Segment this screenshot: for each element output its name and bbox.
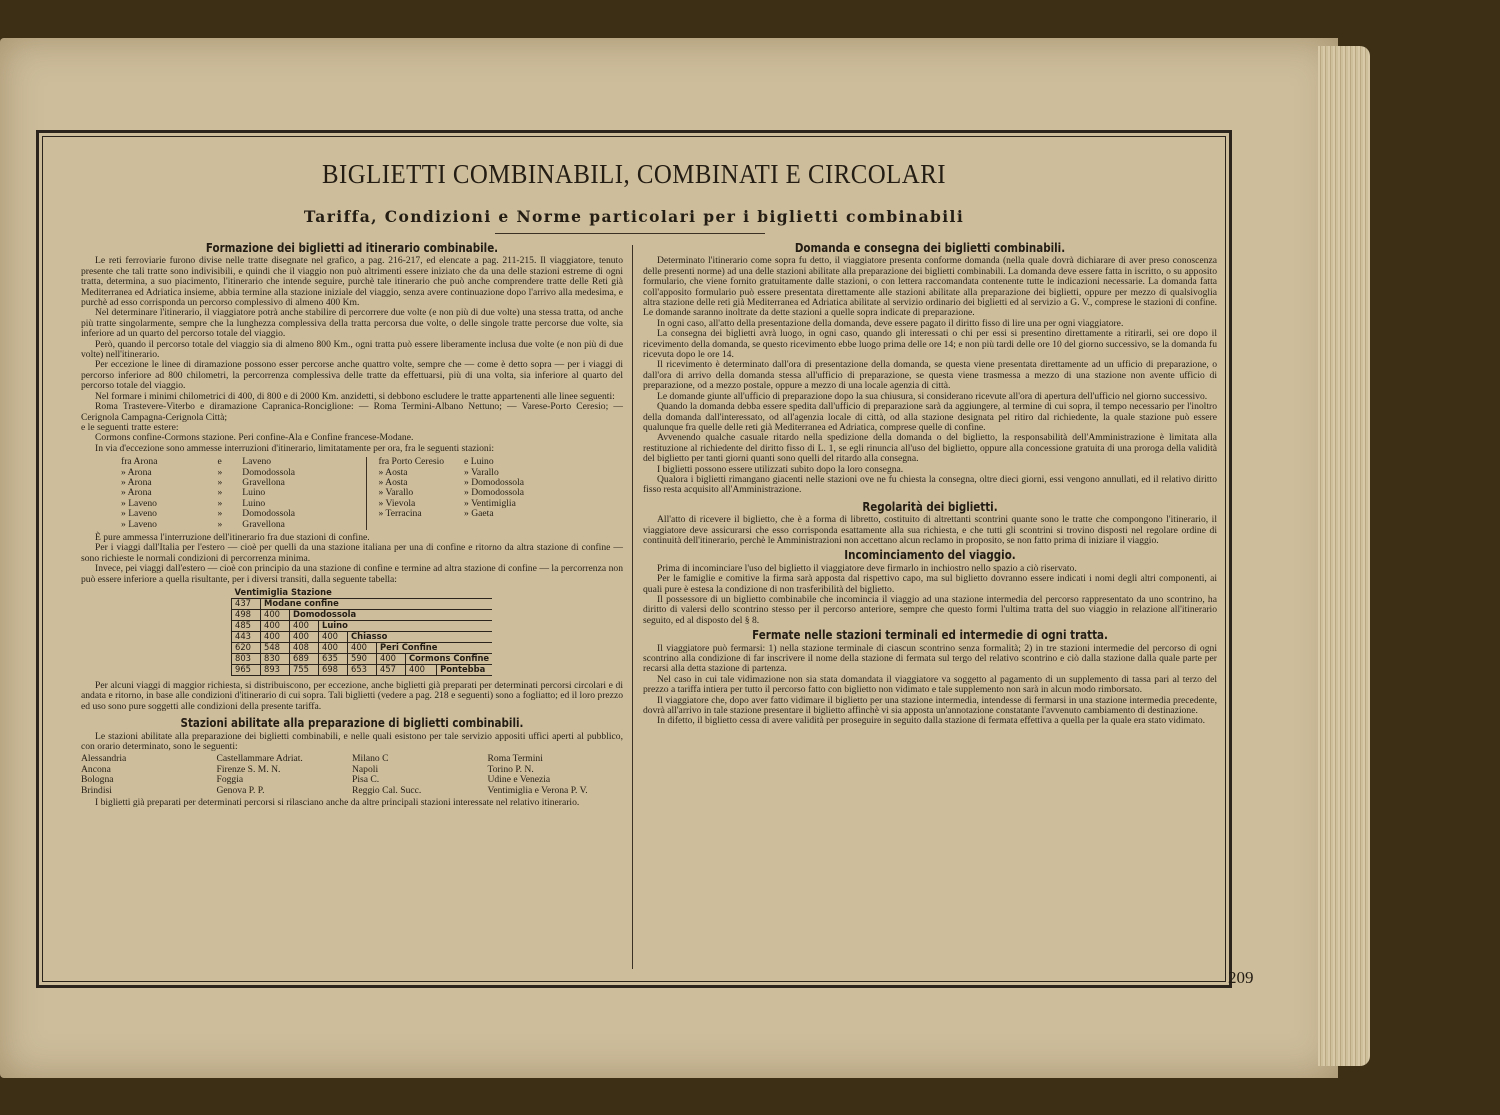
to-station: » Domodossola	[464, 487, 525, 499]
connector-column	[178, 457, 243, 530]
to-station: » Varallo	[464, 466, 499, 478]
connector: »	[217, 508, 223, 520]
right-column	[643, 241, 1217, 727]
from-station: » Arona	[121, 476, 152, 488]
station-name: Pisa C.	[352, 774, 380, 786]
content-frame	[36, 130, 1232, 988]
section-heading: Stazioni abilitate alla preparazione di biglietti combinabili.	[180, 716, 524, 731]
station-column	[81, 754, 217, 796]
station-name: Roma Termini	[487, 753, 543, 765]
paragraph: Per alcuni viaggi di maggior richiesta, si distribuiscono, per eccezione, anche biglietti già preparati per determinati percorsi circolari e di andata e ritorno, in base alle condizioni d'itinerario di cui sopra. Tali biglietti (vedere a pag. 218 e seguenti) sono a fogliatto; ed il loro prezzo ed uso sono pure soggetti alle condizioni della presente tariffa.	[81, 680, 623, 712]
paragraph: Le reti ferroviarie furono divise nelle tratte disegnate nel grafico, a pag. 216-217, ed elencate a pag. 211-215. Il viaggiatore, tenuto presente che tali tratte sono indivisibili, e quindi che il viaggio non può altrimenti essere iniziato che da una delle stazioni estreme di ogni tratta, determina, a suo piacimento, l'itinerario che intende seguire, purchè tale itinerario che può anche comprendere tratte delle Reti già Mediterranea ed Adriatica insieme, abbia termine alla stazione iniziale del viaggio, senza avere continuazione dopo l'arrivo alla medesima, e purchè ad esso corrisponda un percorso complessivo di almeno 400 Km.	[81, 255, 623, 309]
station-name: Castellammare Adriat.	[216, 753, 303, 765]
paragraph: La consegna dei biglietti avrà luogo, in ogni caso, quando gli interessati o chi per essi si presentino direttamente a ritirarli, sei ore dopo il ricevimento della domanda, se questo ricevimento ebbe luogo prima delle ore 14; e non più tardi delle ore 10 del giorno successivo, se la domanda fu ricevuta dopo le ore 14.	[643, 328, 1217, 361]
distance-cell: 400	[261, 632, 290, 643]
distance-row	[232, 621, 493, 632]
distance-cell: 548	[261, 643, 290, 654]
section-heading: Incominciamento del viaggio.	[844, 548, 1016, 563]
to-station: Gravellona	[242, 476, 285, 488]
station-name: Ancona	[81, 763, 111, 775]
distance-station-label: Luino	[319, 621, 493, 632]
section-heading: Regolarità dei biglietti.	[862, 499, 998, 514]
paragraph: Però, quando il percorso totale del viaggio sia di almeno 800 Km., ogni tratta può essere liberamente inclusa due volte (e non più di due volte) nell'itinerario.	[81, 338, 623, 361]
distance-row	[232, 632, 493, 643]
distance-cell: 400	[319, 643, 348, 654]
connector: »	[217, 466, 223, 478]
distance-cell: 965	[232, 665, 261, 676]
paragraph: Il possessore di un biglietto combinabile che incomincia il viaggio ad una stazione intermedia del percorso rappresentato da uno scontrino, ha diritto di valersi dello scontrino stesso per il percorso anteriore, sempre che questo formi l'ultima tratta del suo viaggio in relazione all'itinerario seguito, ed al disposto del § 8.	[643, 594, 1217, 626]
paragraph: Per i viaggi dall'Italia per l'estero — cioè per quelli da una stazione italiana per una di confine e ritorno da altra stazione di confine — sono richieste le normali condizioni di percorrenza minima.	[81, 542, 623, 564]
from-station: » Laveno	[121, 497, 157, 509]
distance-cell: 400	[261, 610, 290, 621]
to-station: Gravellona	[242, 518, 285, 530]
to-station: » Ventimiglia	[464, 497, 516, 509]
interruption-block-a	[121, 457, 366, 530]
station-name: Torino P. N.	[487, 763, 534, 775]
paragraph: Il ricevimento è determinato dall'ora di presentazione della domanda, se questa viene presentata direttamente ad un ufficio di preparazione, o dall'ora di arrivo della domanda stessa all'ufficio di preparazione, se questa viene trasmessa a mezzo di una stazione non avente ufficio di preparazione, od a mezzo postale, oppure a mezzo di una locale agenzia di città.	[643, 359, 1217, 392]
distance-cell: 635	[319, 654, 348, 665]
distance-station-label: Ventimiglia Stazione	[232, 588, 493, 599]
paragraph: Nel determinare l'itinerario, il viaggiatore potrà anche stabilire di percorrere due volte (e non più di due volte) una stessa tratta, od anche più tratte singolarmente, sempre che la lunghezza complessiva della tratta percorsa due volte, o delle singole tratte percorse due volte, sia inferiore ad un quarto del percorso totale del viaggio.	[81, 307, 623, 340]
distance-station-label: Cormons Confine	[406, 654, 493, 665]
station-column	[217, 754, 353, 796]
paragraph: Avvenendo qualche casuale ritardo nella spedizione della domanda o del biglietto, la responsabilità dell'Amministrazione è limitata alla restituzione al richiedente del diritto fisso di L. 1, se egli rinuncia all'uso del biglietto, oppure alla concessione gratuita di una proroga della validità del biglietto per tanti giorni quanti sono quelli del ritardo alla consegna.	[643, 432, 1217, 465]
paragraph: In ogni caso, all'atto della presentazione della domanda, deve essere pagato il diritto fisso di lire una per ogni viaggiatore.	[657, 317, 1124, 329]
page-title: BIGLIETTI COMBINABILI, COMBINATI E CIRCOLARI	[322, 159, 946, 189]
page-edges	[1318, 46, 1370, 1066]
distance-station-label: Domodossola	[290, 610, 493, 621]
distance-cell: 498	[232, 610, 261, 621]
distance-cell: 400	[261, 621, 290, 632]
distance-row	[232, 599, 493, 610]
page-subtitle: Tariffa, Condizioni e Norme particolari per i biglietti combinabili	[303, 207, 965, 226]
station-name: Brindisi	[81, 784, 112, 796]
distance-row	[232, 643, 493, 654]
connector: »	[217, 497, 223, 509]
station-name: Udine e Venezia	[487, 774, 551, 786]
distance-station-label: Chiasso	[348, 632, 493, 643]
connector: »	[217, 518, 223, 530]
from-station: » Laveno	[121, 518, 157, 530]
distance-cell: 443	[232, 632, 261, 643]
paragraph: All'atto di ricevere il biglietto, che è a forma di libretto, costituito di altrettanti scontrini quante sono le tratte che compongono l'itinerario, il viaggiatore deve assicurarsi che esso corrisponda esattamente alla sua richiesta, e che tutti gli scontrini si trovino disposti nel regolare ordine di continuità dell'itinerario, perchè le Amministrazioni non accettano alcun reclamo in proposito, se non fatto prima di iniziare il viaggio.	[643, 514, 1217, 546]
section-heading: Formazione dei biglietti ad itinerario combinabile.	[205, 241, 499, 255]
to-station: Luino	[242, 487, 266, 499]
station-name: Firenze S. M. N.	[216, 763, 281, 775]
left-column	[81, 241, 623, 808]
connector: »	[217, 487, 223, 499]
paragraph: Il viaggiatore che, dopo aver fatto vidimare il biglietto per una stazione intermedia, intendesse di fermarsi in una stazione intermedia precedente, dovrà all'arrivo in tale stazione presentare il biglietto affinchè vi sia apposta un'annotazione constatante l'avvenuto cambiamento di destinazione.	[643, 694, 1217, 717]
distance-row	[232, 610, 493, 621]
distance-row	[232, 588, 493, 599]
from-station: fra Porto Ceresio	[378, 456, 445, 468]
distance-cell: 400	[290, 632, 319, 643]
interruption-block-b	[379, 457, 624, 530]
distance-cell: 485	[232, 621, 261, 632]
distance-cell: 689	[290, 654, 319, 665]
interruption-list	[121, 457, 623, 530]
paragraph: e le seguenti tratte estere:	[81, 421, 179, 433]
station-list	[81, 754, 623, 796]
to-station: Domodossola	[242, 466, 296, 478]
inner-frame	[42, 136, 1226, 982]
distance-row	[232, 665, 493, 676]
paragraph: Per eccezione le linee di diramazione possono esser percorse anche quattro volte, sempre che — come è detto sopra — per i viaggi di percorso inferiore ad 800 chilometri, la percorrenza complessiva delle tratte da effettuarsi, più di una volta, sia inferiore al quarto del percorso totale del viaggio.	[81, 359, 623, 392]
station-name: Alessandria	[81, 753, 127, 765]
distance-cell: 400	[406, 665, 437, 676]
to-column	[242, 457, 315, 530]
distance-station-label: Modane confine	[261, 599, 493, 610]
paragraph: Quando la domanda debba essere spedita dall'ufficio di preparazione sarà da aggiungere, al termine di cui sopra, il tempo necessario per l'inoltro della domanda dall'interessato, od all'agenzia locale di città, od alla stazione designata pel ritiro dal richiedente, la quale stazione può essere qualunque fra quelle delle reti già Mediterranea ed Adriatica, comprese quelle di confine.	[643, 401, 1217, 433]
paragraph: Nel formare i minimi chilometrici di 400, di 800 e di 2000 Km. anzidetti, si debbono escludere le tratte appartenenti alle linee seguenti:	[95, 390, 615, 402]
to-station: e Luino	[464, 456, 494, 468]
paragraph: I biglietti già preparati per determinati percorsi si rilasciano anche da altre principali stazioni interessate nel relativo itinerario.	[95, 797, 580, 809]
distance-cell: 653	[348, 665, 377, 676]
to-station: » Domodossola	[464, 476, 525, 488]
distance-cell: 400	[348, 643, 377, 654]
distance-cell: 620	[232, 643, 261, 654]
distance-cell: 803	[232, 654, 261, 665]
distance-cell: 437	[232, 599, 261, 610]
connector: e	[217, 456, 222, 468]
distance-cell: 590	[348, 654, 377, 665]
to-station: » Gaeta	[464, 508, 494, 520]
paragraph: In difetto, il biglietto cessa di avere validità per proseguire in seguito dalla stazione di fermata effettiva a quella per la quale era stato vidimato.	[657, 715, 1206, 727]
distance-station-label: Peri Confine	[377, 643, 493, 654]
paragraph: Invece, pei viaggi dall'estero — cioè con principio da una stazione di confine e termine ad altra stazione di confine — la percorrenza non può essere inferiore a quella risultante, per i diversi transiti, dalla seguente tabella:	[81, 563, 623, 585]
paragraph: Determinato l'itinerario come sopra fu detto, il viaggiatore presenta conforme domanda (nella quale dovrà dichiarare di aver preso conoscenza delle presenti norme) ad una delle stazioni abilitate alla preparazione dei biglietti combinabili. La domanda deve essere fatta in iscritto, o su apposito formulario, che viene fornito gratuitamente dalle stazioni, o con lettera raccomandata contenente tutte le indicazioni necessarie. La domanda fatta coll'apposito formulario può essere presentata direttamente alle stazioni abilitate alla preparazione dei biglietti, oppure per mezzo di qualsivoglia altra stazione delle reti già Mediterranea ed Adriatica abilitate al servizio ordinario dei biglietti ed al servizio a G. V., comprese le stazioni di confine. Le domande saranno inoltrate da dette stazioni a quelle sopra indicate di preparazione.	[643, 255, 1217, 319]
paragraph: Cormons confine-Cormons stazione. Peri confine-Ala e Confine francese-Modane.	[95, 432, 414, 444]
paragraph: Le stazioni abilitate alla preparazione dei biglietti combinabili, e nelle quali esistono per tale servizio appositi uffici aperti al pubblico, con orario determinato, sono le seguenti:	[81, 730, 623, 753]
distance-cell: 400	[377, 654, 406, 665]
to-station: Laveno	[242, 456, 272, 468]
paragraph: È pure ammessa l'interruzione dell'itinerario fra due stazioni di confine.	[95, 531, 370, 543]
from-station: » Varallo	[378, 487, 414, 499]
from-station: » Arona	[121, 487, 152, 499]
distance-table	[231, 588, 492, 676]
from-station: » Terracina	[378, 508, 422, 520]
from-column	[121, 457, 178, 530]
paragraph: Roma Trastevere-Viterbo e diramazione Capranica-Ronciglione: — Roma Termini-Albano Nettuno; — Varese-Porto Ceresio; — Cerignola Campagna-Cerignola Città;	[81, 401, 623, 423]
section-heading: Domanda e consegna dei biglietti combinabili.	[794, 241, 1066, 255]
from-station: » Vievola	[378, 497, 416, 509]
station-name: Bologna	[81, 774, 114, 786]
distance-cell: 830	[261, 654, 290, 665]
column-divider	[632, 245, 633, 969]
from-station: » Arona	[121, 466, 152, 478]
from-station: fra Arona	[121, 456, 158, 468]
from-column	[379, 457, 465, 530]
station-column	[352, 754, 488, 796]
paragraph: Nel caso in cui tale vidimazione non sia stata domandata il viaggiatore va soggetto al pagamento di un supplemento di tassa pari al terzo del prezzo a tariffa intiera per tutto il percorso fatto con biglietto non vidimato e tale supplemento non sarà in alcun modo rimborsato.	[643, 673, 1217, 696]
distance-cell: 408	[290, 643, 319, 654]
distance-cell: 893	[261, 665, 290, 676]
paragraph: In via d'eccezione sono ammesse interruzioni d'itinerario, limitatamente per ora, fra le seguenti stazioni:	[95, 442, 495, 454]
interruption-separator	[366, 457, 367, 530]
paragraph: Le domande giunte all'ufficio di preparazione dopo la sua chiusura, si considerano ricevute all'ora di apertura dell'ufficio nel giorno successivo.	[657, 390, 1208, 402]
station-name: Foggia	[216, 774, 244, 786]
distance-cell: 755	[290, 665, 319, 676]
from-station: » Aosta	[378, 476, 408, 488]
to-station: Domodossola	[242, 508, 296, 520]
paragraph: I biglietti possono essere utilizzati subito dopo la loro consegna.	[657, 463, 904, 475]
paragraph: Il viaggiatore può fermarsi: 1) nella stazione terminale di ciascun scontrino senza formalità; 2) in tre stazioni intermedie del percorso di ogni scontrino alla condizione di far inscrivere il nome della stazione di fermata sul tergo del relativo scontrino e ciò dalla stazione dalla quale parte per recarsi alla detta stazione di partenza.	[643, 642, 1217, 675]
to-column	[464, 457, 544, 530]
distance-cell: 457	[377, 665, 406, 676]
paragraph: Prima di incominciare l'uso del biglietto il viaggiatore deve firmarlo in inchiostro nello spazio a ciò riservato.	[657, 562, 1077, 574]
distance-station-label: Pontebba	[437, 665, 492, 676]
station-column	[488, 754, 624, 796]
station-name: Milano C	[352, 753, 389, 765]
distance-row	[232, 654, 493, 665]
station-name: Reggio Cal. Succ.	[352, 784, 422, 796]
station-name: Napoli	[352, 763, 379, 775]
title-rule	[495, 233, 765, 234]
distance-cell: 400	[319, 632, 348, 643]
section-heading: Fermate nelle stazioni terminali ed intermedie di ogni tratta.	[752, 628, 1108, 643]
paragraph: Per le famiglie e comitive la firma sarà apposta dal rispettivo capo, ma sul biglietto dovranno essere indicati i nomi degli altri componenti, ai quali pure è estesa la condizione di non trasferibilità del biglietto.	[643, 573, 1217, 595]
distance-cell: 698	[319, 665, 348, 676]
distance-cell: 400	[290, 621, 319, 632]
paragraph: Qualora i biglietti rimangano giacenti nelle stazioni ove ne fu chiesta la consegna, oltre dieci giorni, essi vengono annullati, ed il relativo diritto fisso resta acquisito all'Amministrazione.	[643, 473, 1217, 496]
station-name: Genova P. P.	[216, 784, 265, 796]
page-number: 209	[1228, 968, 1254, 987]
station-name: Ventimiglia e Verona P. V.	[487, 784, 588, 796]
connector: »	[217, 476, 223, 488]
from-station: » Aosta	[378, 466, 408, 478]
to-station: Luino	[242, 497, 266, 509]
from-station: » Laveno	[121, 508, 157, 520]
